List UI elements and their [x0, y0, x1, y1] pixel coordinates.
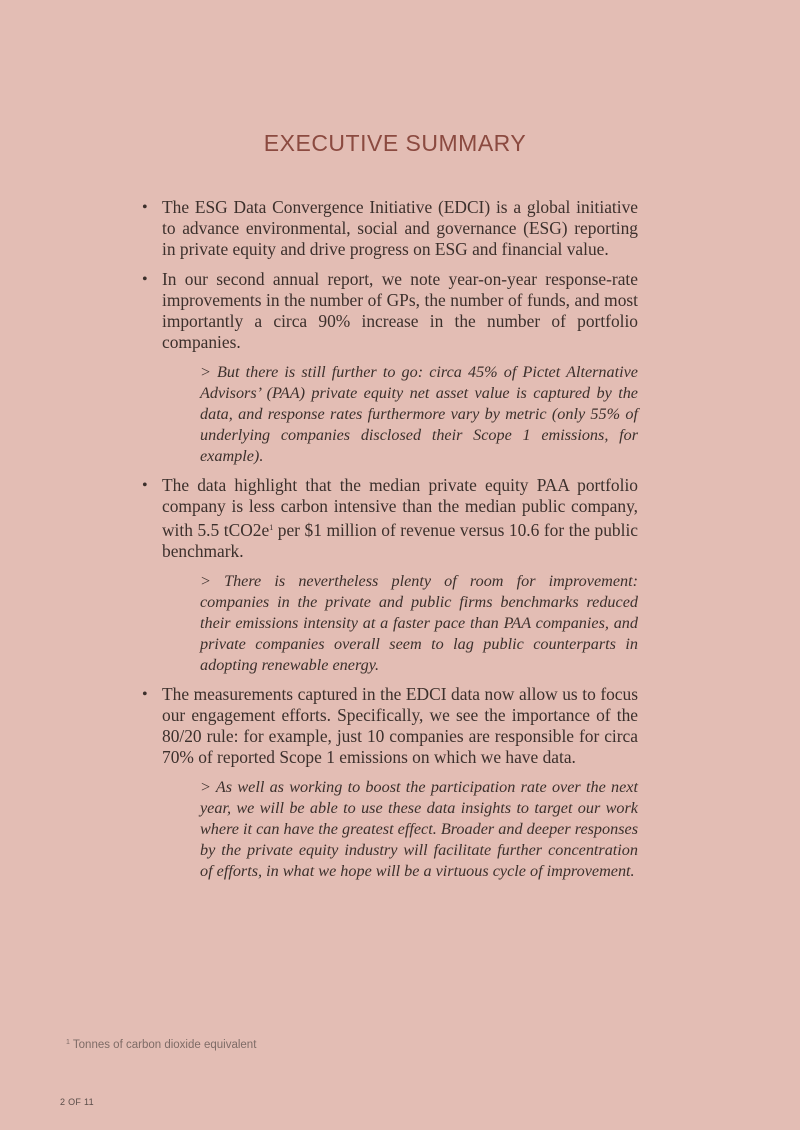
bullet-icon: •: [142, 477, 148, 494]
bullet-icon: •: [142, 686, 148, 703]
bullet-icon: •: [142, 271, 148, 288]
summary-bullet: [140, 269, 638, 353]
bullet-text: [162, 475, 638, 561]
bullet-quote: > But there is still further to go: circa 45% of Pictet Alternative Advisors’ (PAA) private equity net asset value is captured by the data, and response rates furthermore vary by metric (only 55% of underlying companies disclosed their Scope 1 emissions, for example).: [200, 363, 638, 465]
bullet-text: In our second annual report, we note year-on-year response-rate improvements in the number of GPs, the number of funds, and most importantly a circa 90% increase in the number of portfolio companies.: [162, 269, 638, 352]
summary-bullet: [140, 197, 638, 260]
bullet-text-after: per $1 million of revenue versus 10.6 for the public benchmark.: [162, 520, 638, 561]
footnote-text: Tonnes of carbon dioxide equivalent: [72, 1039, 257, 1051]
bullet-icon: •: [142, 199, 148, 216]
bullet-quote: > As well as working to boost the participation rate over the next year, we will be able to use these data insights to target our work where it can have the greatest effect. Broader and deeper responses by the private equity industry will facilitate further concentration of efforts, in what we hope will be a virtuous cycle of improvement.: [200, 778, 638, 880]
summary-bullet: [140, 475, 638, 562]
footnote: [66, 1039, 256, 1051]
bullet-quote: > There is nevertheless plenty of room for improvement: companies in the private and public firms benchmarks reduced their emissions intensity at a faster pace than PAA companies, and private companies overall seem to lag public counterparts in adopting renewable energy.: [200, 572, 638, 674]
page-title: EXECUTIVE SUMMARY: [263, 130, 527, 156]
bullet-text: The ESG Data Convergence Initiative (EDCI) is a global initiative to advance environmental, social and governance (ESG) reporting in private equity and drive progress on ESG and financial value.: [162, 197, 638, 259]
footnote-marker: 1: [66, 1039, 70, 1046]
bullet-text-before: The data highlight that the median private equity PAA portfolio company is less carbon intensive than the median public company, with 5.5 tCO2e: [162, 475, 638, 540]
summary-bullet: [140, 684, 638, 768]
page-number: 2 OF 11: [60, 1097, 94, 1107]
summary-list: [140, 197, 638, 890]
bullet-text: The measurements captured in the EDCI data now allow us to focus our engagement efforts. Specifically, we see the importance of the 80/20 rule: for example, just 10 companies are responsible for circa 70% of reported Scope 1 emissions on which we have data.: [162, 684, 638, 767]
footnote-reference: 1: [269, 523, 274, 532]
